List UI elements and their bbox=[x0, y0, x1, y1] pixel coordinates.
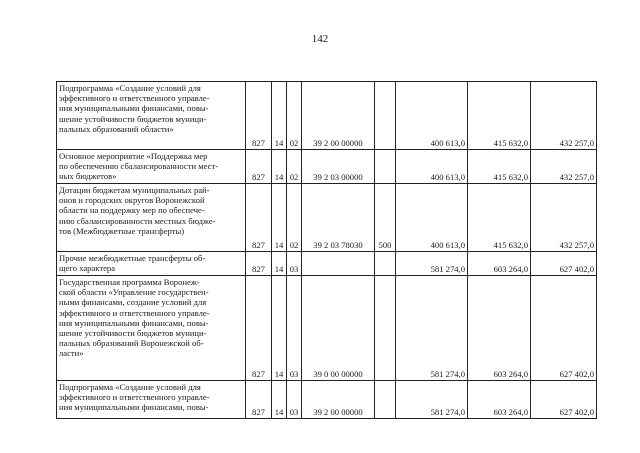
subsection-code-cell: 03 bbox=[287, 252, 302, 276]
table-row bbox=[57, 381, 597, 419]
table-row bbox=[57, 252, 597, 276]
row-name-cell: Основное мероприятие «Поддержка мер по обеспечению сбалансированности мест- ных бюджетов» bbox=[57, 150, 246, 184]
table-row bbox=[57, 276, 597, 381]
page-number: 142 bbox=[311, 33, 329, 45]
expense-type-cell: 500 bbox=[375, 184, 396, 252]
section-code-cell: 14 bbox=[272, 150, 287, 184]
amount-year3-cell: 627 402,0 bbox=[531, 276, 597, 381]
amount-year3-cell: 432 257,0 bbox=[531, 150, 597, 184]
amount-year1-cell: 400 613,0 bbox=[396, 82, 468, 150]
target-article-cell: 39 0 00 00000 bbox=[302, 276, 375, 381]
section-code-cell: 14 bbox=[272, 82, 287, 150]
expense-type-cell bbox=[375, 276, 396, 381]
amount-year2-cell: 603 264,0 bbox=[468, 252, 531, 276]
section-code-cell: 14 bbox=[272, 381, 287, 419]
section-code-cell: 14 bbox=[272, 184, 287, 252]
target-article-cell: 39 2 00 00000 bbox=[302, 82, 375, 150]
row-name-cell: Подпрограмма «Создание условий для эффективного и ответственного управле- ния муниципальными финансами, повы- шение устойчивости бюджетов муници- пальных образований области» bbox=[57, 82, 246, 150]
subsection-code-cell: 03 bbox=[287, 276, 302, 381]
target-article-cell: 39 2 03 78030 bbox=[302, 184, 375, 252]
expense-type-cell bbox=[375, 381, 396, 419]
amount-year1-cell: 581 274,0 bbox=[396, 381, 468, 419]
section-code-cell: 14 bbox=[272, 252, 287, 276]
amount-year2-cell: 415 632,0 bbox=[468, 184, 531, 252]
subsection-code-cell: 03 bbox=[287, 381, 302, 419]
amount-year1-cell: 400 613,0 bbox=[396, 150, 468, 184]
table-row bbox=[57, 82, 597, 150]
target-article-cell: 39 2 00 00000 bbox=[302, 381, 375, 419]
table-row bbox=[57, 150, 597, 184]
amount-year2-cell: 603 264,0 bbox=[468, 276, 531, 381]
amount-year1-cell: 400 613,0 bbox=[396, 184, 468, 252]
amount-year1-cell: 581 274,0 bbox=[396, 252, 468, 276]
amount-year3-cell: 432 257,0 bbox=[531, 184, 597, 252]
subsection-code-cell: 02 bbox=[287, 150, 302, 184]
row-name-cell: Прочие межбюджетные трансферты об- щего характера bbox=[57, 252, 246, 276]
amount-year3-cell: 432 257,0 bbox=[531, 82, 597, 150]
target-article-cell: 39 2 03 00000 bbox=[302, 150, 375, 184]
amount-year1-cell: 581 274,0 bbox=[396, 276, 468, 381]
amount-year2-cell: 415 632,0 bbox=[468, 150, 531, 184]
ministry-code-cell: 827 bbox=[246, 276, 272, 381]
row-name-cell: Государственная программа Воронеж- ской области «Управление государствен- ными финансами, создание условий для эффективного и ответственного управле- ния муниципальными финансами, повы- шение устойчивости бюджетов муници- пальных образований Воронежской об- ласти» bbox=[57, 276, 246, 381]
ministry-code-cell: 827 bbox=[246, 150, 272, 184]
ministry-code-cell: 827 bbox=[246, 184, 272, 252]
ministry-code-cell: 827 bbox=[246, 252, 272, 276]
amount-year3-cell: 627 402,0 bbox=[531, 252, 597, 276]
table-row bbox=[57, 184, 597, 252]
ministry-code-cell: 827 bbox=[246, 381, 272, 419]
row-name-cell: Подпрограмма «Создание условий для эффективного и ответственного управле- ния муниципальными финансами, повы- bbox=[57, 381, 246, 419]
expense-type-cell bbox=[375, 82, 396, 150]
amount-year2-cell: 603 264,0 bbox=[468, 381, 531, 419]
table-body bbox=[57, 82, 597, 419]
expense-type-cell bbox=[375, 252, 396, 276]
subsection-code-cell: 02 bbox=[287, 184, 302, 252]
target-article-cell bbox=[302, 252, 375, 276]
amount-year2-cell: 415 632,0 bbox=[468, 82, 531, 150]
section-code-cell: 14 bbox=[272, 276, 287, 381]
row-name-cell: Дотации бюджетам муниципальных рай- онов и городских округов Воронежской области на поддержку мер по обеспече- нию сбалансированности местных бюдже- тов (Межбюджетные трансферты) bbox=[57, 184, 246, 252]
expense-type-cell bbox=[375, 150, 396, 184]
subsection-code-cell: 02 bbox=[287, 82, 302, 150]
ministry-code-cell: 827 bbox=[246, 82, 272, 150]
budget-table bbox=[56, 81, 597, 419]
amount-year3-cell: 627 402,0 bbox=[531, 381, 597, 419]
